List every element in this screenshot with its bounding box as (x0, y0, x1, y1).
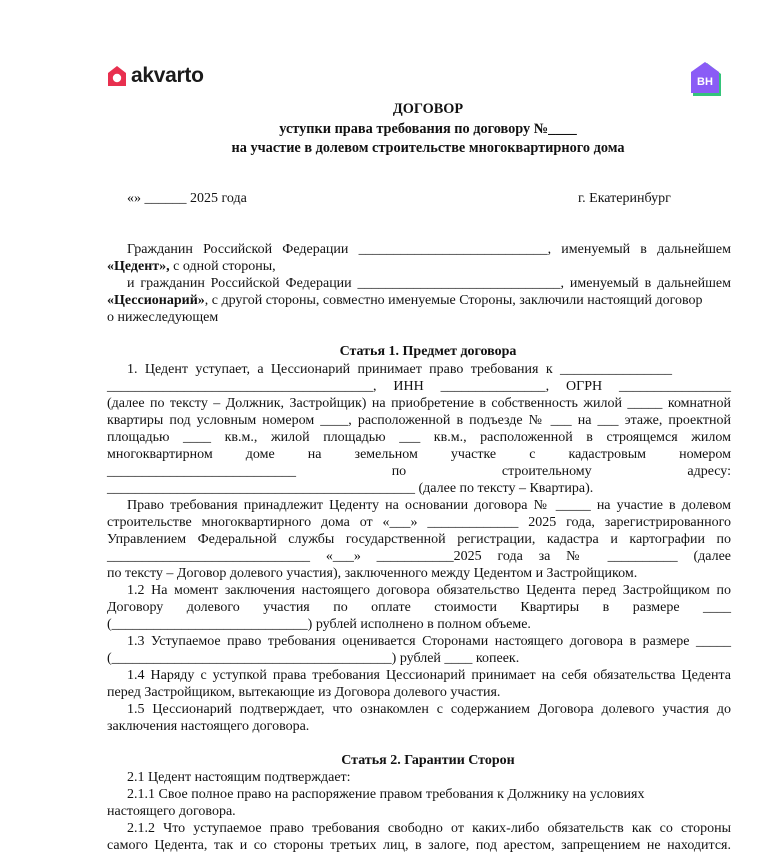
article2-heading: Статья 2. Гарантии Сторон (341, 753, 515, 768)
art1-line-6: ___________________________ по строительному адресу: (107, 464, 731, 479)
art1-line-8: Право требования принадлежит Цеденту на основании договора № _____ на участие в долевом (127, 498, 731, 513)
brand-name: akvarto (131, 64, 204, 87)
badge-text: ВН (697, 76, 713, 88)
art1-line-12: по тексту – Договор долевого участия), заключенного между Цедентом и Застройщиком. (107, 566, 638, 581)
art1-line-1: ______________________________________, ИНН _______________, ОГРН ________________ (107, 379, 731, 394)
akvarto-logo (107, 64, 204, 88)
art1-line-19: перед Застройщиком, вытекающие из Договора долевого участия. (107, 685, 501, 700)
art1-line-14: Договору долевого участия по оплате стоимости Квартиры в размере ____ (107, 600, 731, 615)
doc-subtitle-1: уступки права требования по договору №____ (279, 121, 577, 137)
party1-line: Гражданин Российской Федерации ___________________________, именуемый в дальнейшем (127, 242, 731, 257)
party2-role: «Цессионарий», с другой стороны, совместно именуемые Стороны, заключили настоящий договор (107, 293, 703, 308)
art1-line-11: _____________________________ «___» ___________2025 года за № __________ (далее (107, 549, 731, 564)
contract-city: г. Екатеринбург (578, 191, 671, 206)
art1-line-4: площадью ____ кв.м., жилой площадью ___ кв.м., расположенной в строящемся жилом (107, 430, 731, 445)
art1-line-21: заключения настоящего договора. (107, 719, 310, 734)
art1-line-9: строительстве многоквартирного дома от «___» _____________ 2025 года, зарегистрированного (107, 515, 731, 530)
art1-line-5: многоквартирном доме на земельном участке с кадастровым номером (107, 447, 731, 462)
art1-line-0: 1. Цедент уступает, а Цессионарий принимает право требования к ________________ (127, 362, 672, 377)
party2-line: и гражданин Российской Федерации _____________________________, именуемый в дальнейшем (127, 276, 731, 291)
party1-role: «Цедент», с одной стороны, (107, 259, 276, 274)
art1-line-18: 1.4 Наряду с уступкой права требования Цессионарий принимает на себя обязательства Цедента (127, 668, 731, 683)
art2-line-2: настоящего договора. (107, 804, 236, 819)
art1-line-3: квартиры под условным номером ____, расположенной в подъезде № ___ на ___ этаже, проектной (107, 413, 731, 428)
art1-line-15: (____________________________) рублей исполнено в полном объеме. (107, 617, 531, 632)
doc-subtitle-2: на участие в долевом строительстве многоквартирного дома (231, 140, 625, 156)
art1-line-20: 1.5 Цессионарий подтверждает, что ознакомлен с содержанием Договора долевого участия до (127, 702, 731, 717)
contract-date: «» ______ 2025 года (127, 191, 247, 206)
home-icon (107, 65, 127, 88)
vn-badge-icon (689, 61, 725, 98)
art2-line-1: 2.1.1 Свое полное право на распоряжение правом требования к Должнику на условиях (127, 787, 645, 802)
party2-end: о нижеследующем (107, 310, 219, 325)
art2-line-3: 2.1.2 Что уступаемое право требования свободно от каких-либо обязательств как со стороны (127, 821, 731, 836)
article1-heading: Статья 1. Предмет договора (339, 344, 517, 359)
art1-line-13: 1.2 На момент заключения настоящего договора обязательство Цедента перед Застройщиком по (127, 583, 731, 598)
art1-line-10: Управлением Федеральной службы государственной регистрации, кадастра и картографии по (107, 532, 731, 547)
doc-title: ДОГОВОР (392, 101, 464, 117)
art2-line-0: 2.1 Цедент настоящим подтверждает: (127, 770, 351, 785)
art1-line-2: (далее по тексту – Должник, Застройщик) на приобретение в собственность жилой _____ комнатной (107, 396, 731, 411)
art1-line-7: ____________________________________________ (далее по тексту – Квартира). (107, 481, 594, 496)
art1-line-17: (________________________________________) рублей ____ копеек. (107, 651, 520, 666)
art1-line-16: 1.3 Уступаемое право требования оценивается Сторонами настоящего договора в размере _____ (127, 634, 731, 649)
art2-line-4: самого Цедента, так и со стороны третьих лиц, в залоге, под арестом, запрещением не находится. (107, 838, 731, 853)
